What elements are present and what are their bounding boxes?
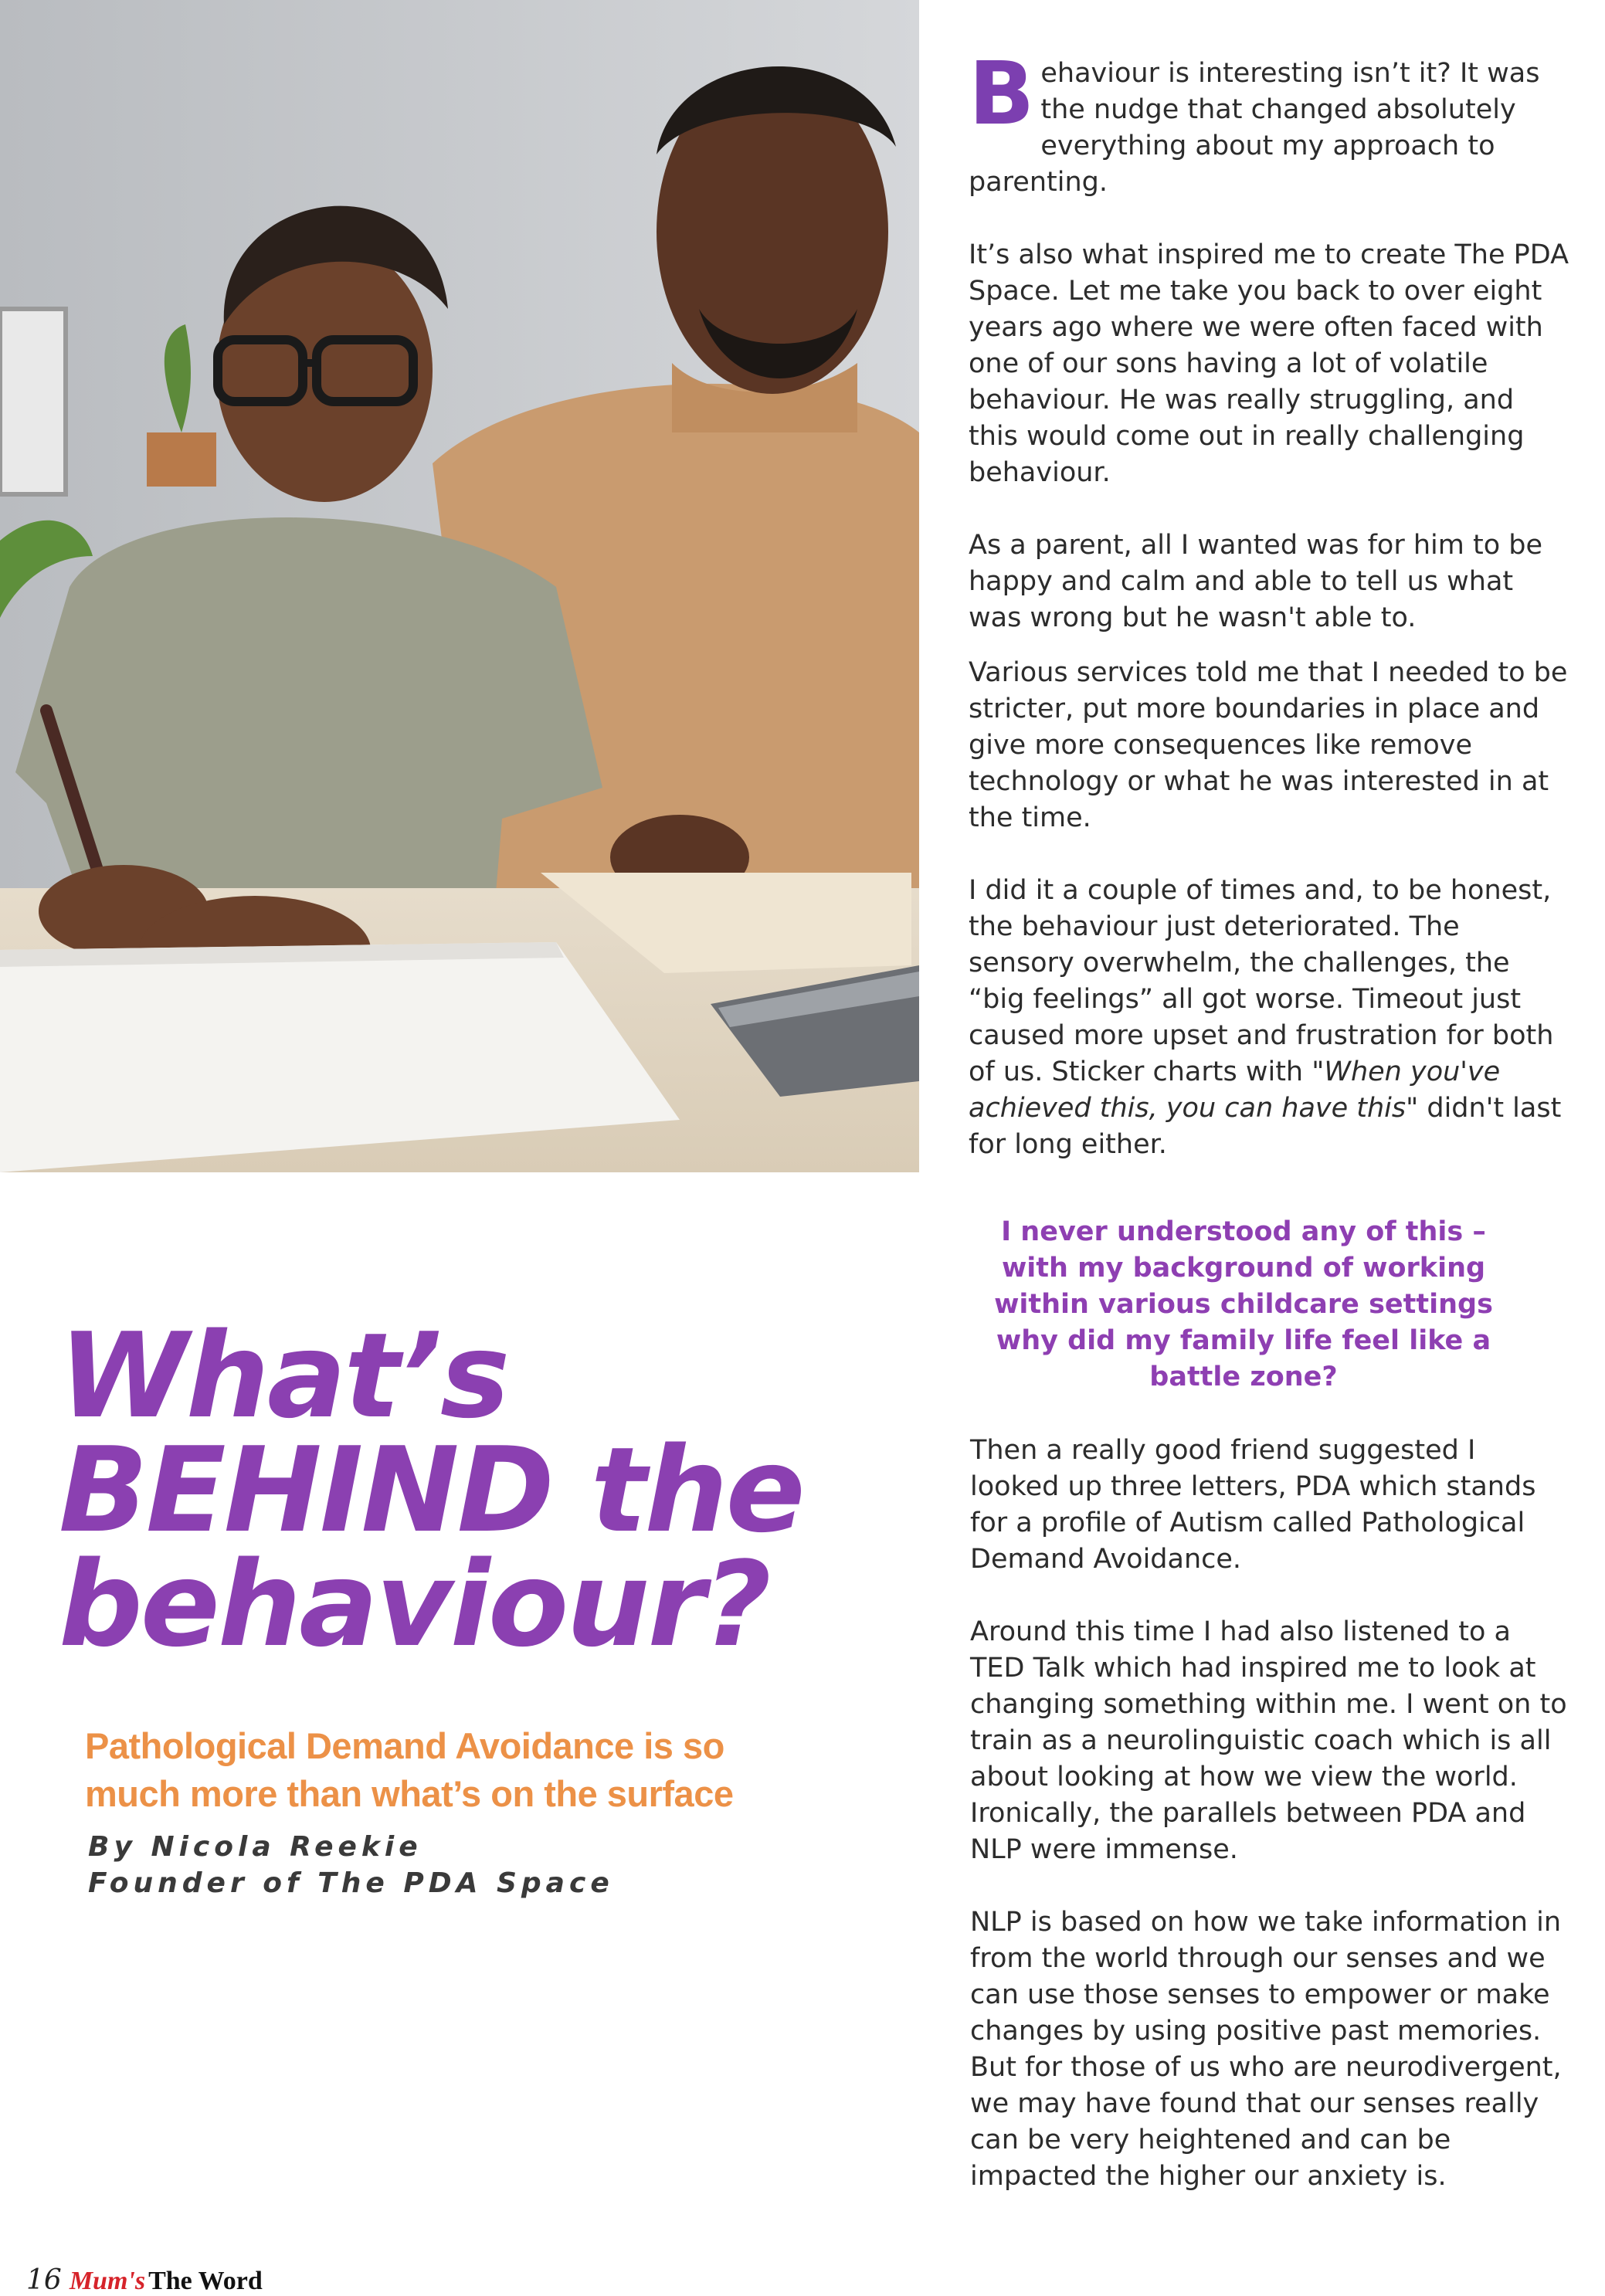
subheading: Pathological Demand Avoidance is so much more than what’s on the surface [85,1725,734,1814]
paragraph-3: As a parent, all I wanted was for him to be happy and calm and able to tell us what was wrong but he wasn't able to. [969,530,1542,633]
byline-role: Founder of The PDA Space [88,1867,614,1899]
paragraph-5-start: I did it a couple of times and, to be honest, the behaviour just deteriorated. The sensory overwhelm, the challenges, the “big feelings” all got worse. Timeout just caused more upset and frustration for both of us. Sticker charts with " [969,875,1554,1087]
paragraph-5 [969,873,1571,1163]
headline [59,1307,908,1673]
paragraph-5-end: " didn't last for long either. [969,1093,1562,1160]
article-body-top [969,44,1571,1199]
father-son-homework-image [0,0,919,1172]
drop-cap: B [969,44,1035,144]
paragraph-6: Then a really good friend suggested I looked up three letters, PDA which stands for a profile of Autism called Pathological Demand Avoidance. [970,1435,1536,1575]
byline-author: By Nicola Reekie [88,1831,422,1863]
magazine-logo-mums: Mum's [69,2267,146,2295]
paragraph-2: It’s also what inspired me to create The PDA Space. Let me take you back to over eight years ago where we were often faced with one of our sons having a lot of volatile behaviour. He was really struggling, and this would come out in really challenging behaviour. [969,239,1569,488]
paragraph-4: Various services told me that I needed to be stricter, put more boundaries in place and give more consequences like remove technology or what he was interested in at the time. [969,657,1568,833]
hero-photo [0,0,919,1172]
intro-text: ehaviour is interesting isn’t it? It was the nudge that changed absolutely everything about my approach to parenting. [969,58,1540,198]
headline-line-1: What’s [59,1307,508,1444]
magazine-logo-the-word: The Word [148,2267,263,2295]
headline-line-2: BEHIND the [59,1422,803,1558]
page-number: 16 [26,2264,62,2296]
paragraph-8: NLP is based on how we take information in from the world through our senses and we can use those senses to empower or make changes by using positive past memories. But for those of us who are neurodivergent, we may have found that our senses really can be very heightened and can be impacted the higher our anxiety is. [970,1907,1562,2192]
headline-line-3: behaviour? [59,1536,769,1673]
article-body-bottom [970,1433,1573,2231]
pull-quote: I never understood any of this – with my background of working within various childcare settings why did my family life feel like a battle zone? [994,1216,1493,1392]
page-footer [26,2264,263,2295]
intro-paragraph [969,44,1571,201]
byline [88,1829,783,1901]
paragraph-5-italic: When you've achieved this, you can have this [969,1056,1501,1124]
paragraph-7: Around this time I had also listened to a TED Talk which had inspired me to look at changing something within me. I went on to train as a neurolinguistic coach which is all about looking at how we view the world. Ironically, the parallels between PDA and NLP were immense. [970,1616,1567,1865]
